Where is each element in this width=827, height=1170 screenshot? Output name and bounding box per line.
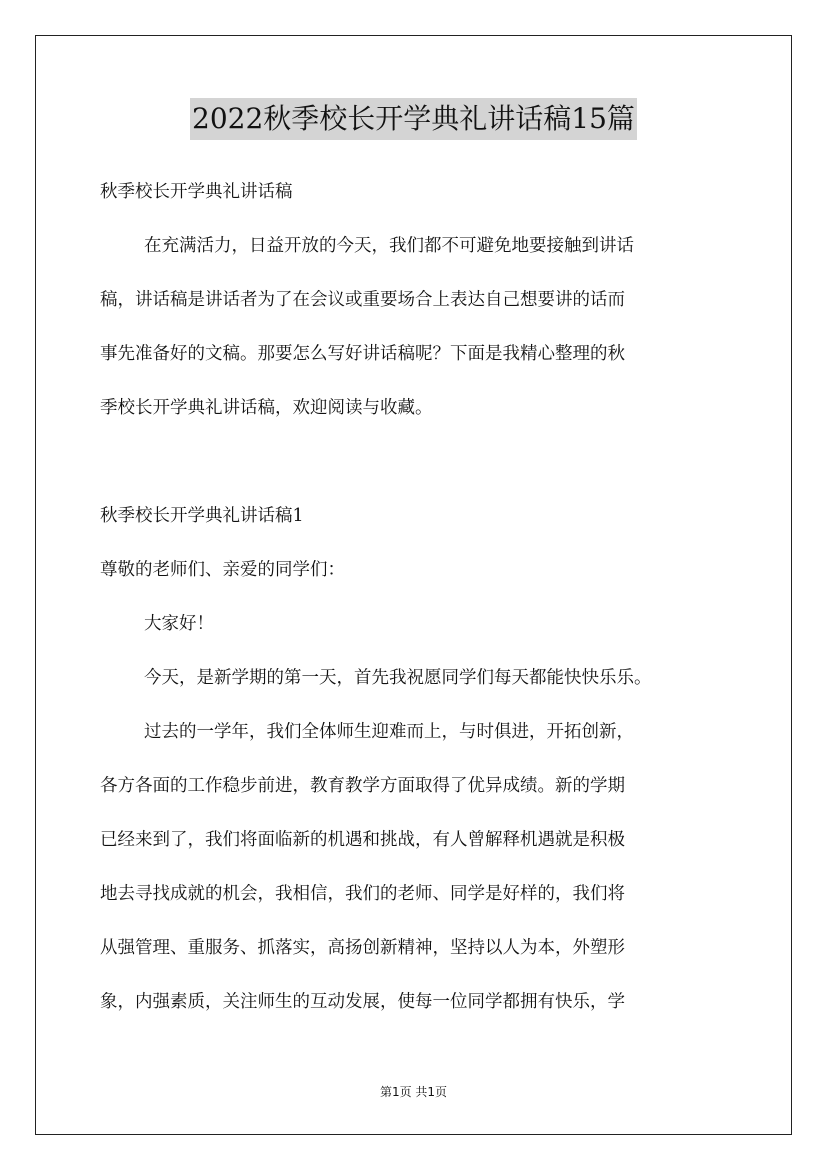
title-container: [0, 98, 827, 140]
paragraph-line: 已经来到了，我们将面临新的机遇和挑战，有人曾解释机遇就是积极: [100, 830, 625, 850]
paragraph-line: 象，内强素质，关注师生的互动发展，使每一位同学都拥有快乐，学: [100, 992, 625, 1012]
subtitle: 秋季校长开学典礼讲话稿: [100, 182, 293, 202]
intro-line: 季校长开学典礼讲话稿，欢迎阅读与收藏。: [100, 398, 433, 418]
section-heading: 秋季校长开学典礼讲话稿1: [100, 506, 304, 526]
greeting: 大家好！: [144, 614, 214, 634]
paragraph-line: 今天，是新学期的第一天，首先我祝愿同学们每天都能快快乐乐。: [144, 668, 652, 688]
intro-line: 在充满活力，日益开放的今天，我们都不可避免地要接触到讲话: [144, 236, 634, 256]
page-footer: 第1页 共1页: [379, 1085, 448, 1099]
paragraph-line: 地去寻找成就的机会，我相信，我们的老师、同学是好样的，我们将: [100, 884, 625, 904]
paragraph-line: 各方各面的工作稳步前进，教育教学方面取得了优异成绩。新的学期: [100, 776, 625, 796]
document-title: 2022秋季校长开学典礼讲话稿15篇: [190, 98, 637, 140]
paragraph-line: 过去的一学年，我们全体师生迎难而上，与时俱进，开拓创新，: [144, 722, 634, 742]
intro-line: 事先准备好的文稿。那要怎么写好讲话稿呢？下面是我精心整理的秋: [100, 344, 625, 364]
intro-line: 稿，讲话稿是讲话者为了在会议或重要场合上表达自己想要讲的话而: [100, 290, 625, 310]
paragraph-line: 从强管理、重服务、抓落实，高扬创新精神，坚持以人为本，外塑形: [100, 938, 625, 958]
salutation: 尊敬的老师们、亲爱的同学们：: [100, 560, 345, 580]
